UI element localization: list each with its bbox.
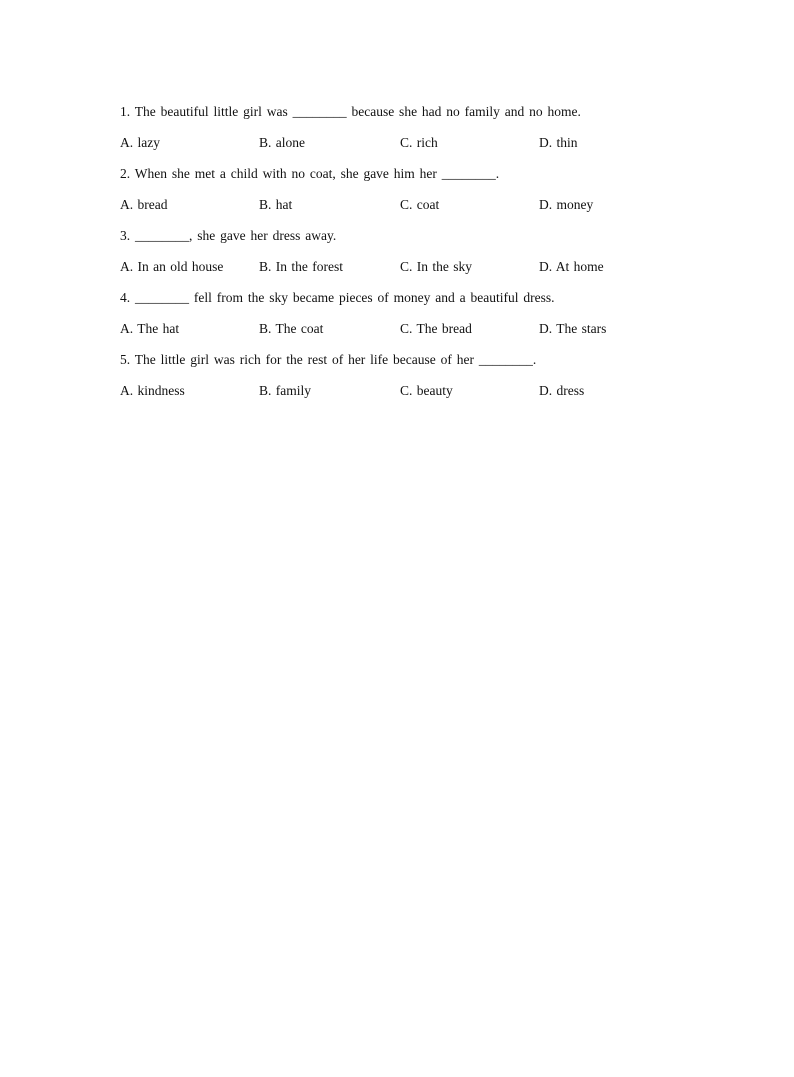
option-2b: B. hat — [259, 197, 293, 212]
options-2 — [120, 195, 680, 226]
option-3b: B. In the forest — [259, 259, 343, 274]
option-3c: C. In the sky — [400, 259, 472, 274]
option-2a: A. bread — [120, 197, 168, 212]
options-5 — [120, 381, 680, 412]
option-1c: C. rich — [400, 135, 438, 150]
question-5: 5. The little girl was rich for the rest of her life because of her ________. — [120, 352, 537, 367]
option-4d: D. The stars — [539, 321, 607, 336]
options-4 — [120, 319, 680, 350]
option-5c: C. beauty — [400, 383, 453, 398]
option-4a: A. The hat — [120, 321, 180, 336]
options-1 — [120, 133, 680, 164]
question-2: 2. When she met a child with no coat, she gave him her ________. — [120, 166, 500, 181]
option-2d: D. money — [539, 197, 594, 212]
option-1a: A. lazy — [120, 135, 160, 150]
option-5b: B. family — [259, 383, 311, 398]
option-5a: A. kindness — [120, 383, 185, 398]
option-2c: C. coat — [400, 197, 440, 212]
option-3a: A. In an old house — [120, 259, 224, 274]
option-5d: D. dress — [539, 383, 585, 398]
worksheet — [120, 102, 680, 412]
options-3 — [120, 257, 680, 288]
option-4c: C. The bread — [400, 321, 472, 336]
question-1: 1. The beautiful little girl was ________ because she had no family and no home. — [120, 104, 581, 119]
option-3d: D. At home — [539, 259, 604, 274]
question-4: 4. ________ fell from the sky became pieces of money and a beautiful dress. — [120, 290, 555, 305]
question-3: 3. ________, she gave her dress away. — [120, 228, 337, 243]
option-4b: B. The coat — [259, 321, 324, 336]
option-1d: D. thin — [539, 135, 578, 150]
option-1b: B. alone — [259, 135, 305, 150]
